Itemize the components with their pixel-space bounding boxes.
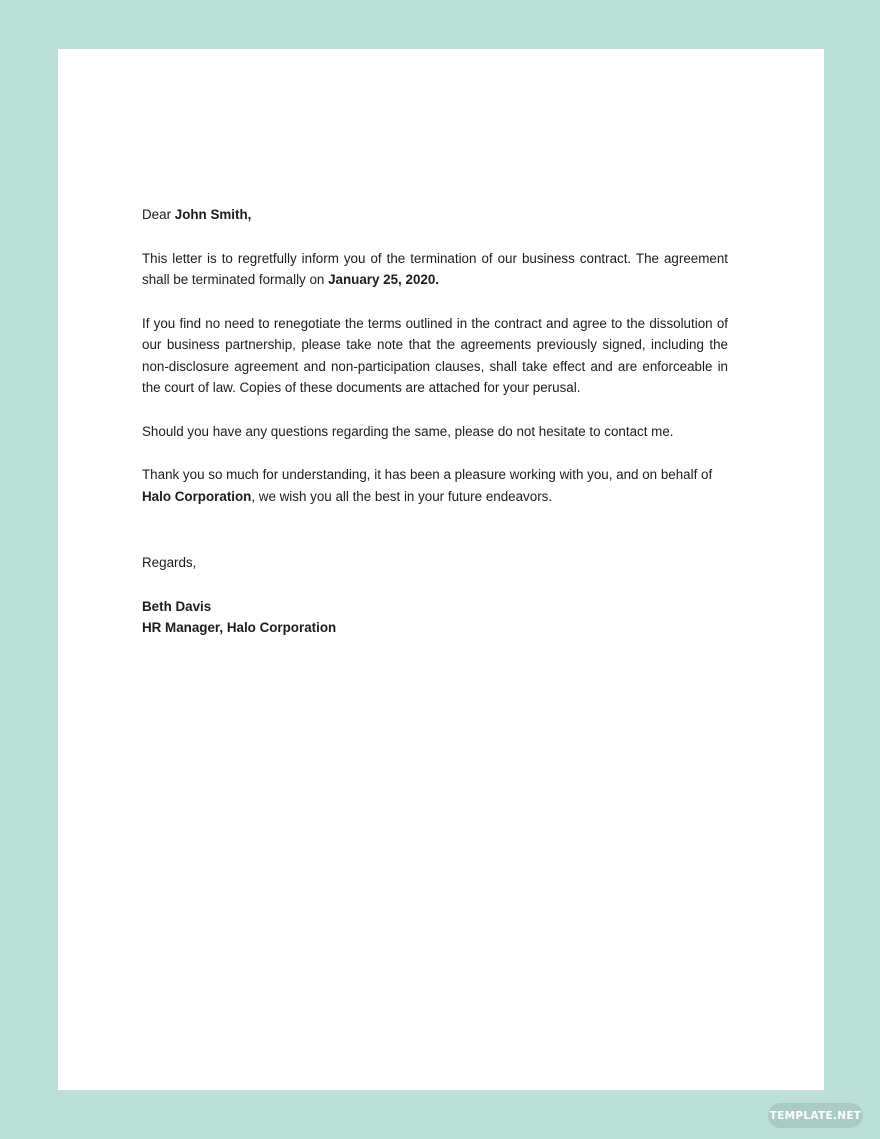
paragraph-thanks-before: Thank you so much for understanding, it has been a pleasure working with you, and on behalf of [142,467,713,482]
paragraph-thanks-after: , we wish you all the best in your future endeavors. [251,488,553,504]
termination-date: January 25, 2020. [328,272,440,287]
signer-name-text: Beth Davis [142,598,212,614]
paragraph-agreements: If you find no need to renegotiate the terms outlined in the contract and agree to the dissolution of our business partnership, please take note that the agreements previously signed, including the non-disclosure agreement and non-participation clauses, shall take effect and are enforceable in the court of law. Copies of these documents are attached for your perusal. [142,315,728,395]
template-net-watermark: TEMPLATE.NET [768,1103,863,1128]
signer-name [142,596,728,618]
closing: Regards, [142,555,197,570]
company-name: Halo Corporation [142,488,252,504]
signer-title-text: HR Manager, Halo Corporation [142,620,337,635]
salutation [142,204,728,226]
paragraph-termination-notice [142,248,728,291]
recipient-name: John Smith, [174,207,252,222]
paragraph-thanks [142,464,728,507]
letter-body [142,204,728,639]
paragraph-termination-text: This letter is to regretfully inform you of the termination of our business contract. The agreement shall be terminated formally on [142,250,728,287]
signer-title [142,617,728,639]
letter-page [58,49,824,1090]
paragraph-questions: Should you have any questions regarding the same, please do not hesitate to contact me. [142,423,674,439]
salutation-prefix: Dear [142,207,175,222]
